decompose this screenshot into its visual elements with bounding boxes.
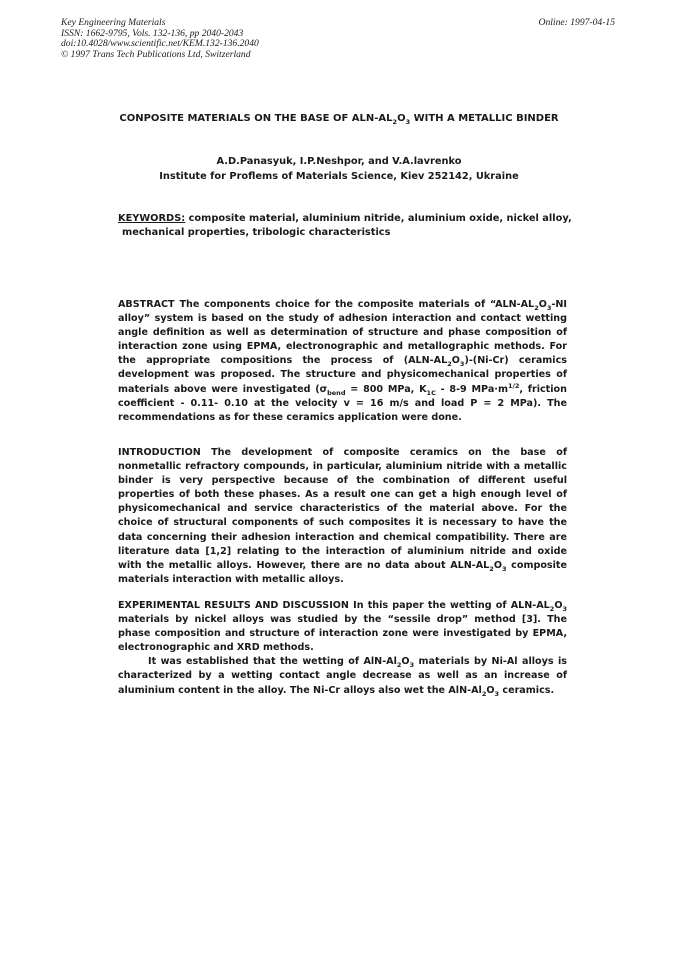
keywords-block <box>118 212 573 240</box>
journal-copyright: © 1997 Trans Tech Publications Ltd, Switzerland <box>61 48 251 60</box>
keywords-line-1: composite material, aluminium nitride, aluminium oxide, nickel alloy, <box>185 213 572 224</box>
paper-title: CONPOSITE MATERIALS ON THE BASE OF ALN-$AL_2O_3$ WITH A METALLIC BINDER <box>119 113 559 126</box>
experimental-paragraph-2: It was established that the wetting of AlN-$Al_2O_3$ materials by Ni-Al alloys is characterized by a wetting contact angle decrease as well as an increase of aluminium content in the alloy. The Ni-Cr alloys also wet the AlN-$Al_2O_3$ ceramics. <box>118 656 567 698</box>
introduction-section <box>118 446 567 587</box>
experimental-section <box>118 599 567 698</box>
introduction-paragraph: INTRODUCTION The development of composite ceramics on the base of nonmetallic refractory compounds, in particular, aluminium nitride with a metallic binder is very perspective because of the combination of different useful properties of both these phases. As a result one can get a high enough level of physicomechanical and service characteristics of the material above. For the choice of structural components of such composites it is necessary to have the data concerning their adhesion interaction and chemical compatibility. There are literature data [1,2] relating to the interaction of aluminium nitride and oxide with the metallic alloys. However, there are no data about ALN-$AL_2O_3$ composite materials interaction with metallic alloys. <box>118 447 567 585</box>
online-date: Online: 1997-04-15 <box>538 17 615 28</box>
journal-header <box>61 18 259 60</box>
journal-name: Key Engineering Materials <box>61 17 166 28</box>
experimental-paragraph-1: EXPERIMENTAL RESULTS AND DISCUSSION In this paper the wetting of ALN-$AL_2O_3$ materials by nickel alloys was studied by the “sessile drop” method [3]. The phase composition and structure of interaction zone were investigated by EPMA, electronographic and XRD methods. <box>118 600 567 654</box>
author-affiliation: Institute for Proflems of Materials Science, Kiev 252142, Ukraine <box>159 171 519 182</box>
journal-doi: doi:10.4028/www.scientific.net/KEM.132-136.2040 <box>61 38 259 50</box>
journal-issn: ISSN: 1662-9795, Vols. 132-136, pp 2040-2043 <box>61 27 244 39</box>
abstract-paragraph: ABSTRACT The components choice for the composite materials of “$ALN-AL_2O_3-NI$ alloy” system is based on the study of adhesion interaction and contact wetting angle definition as well as determination of structure and phase composition of interaction zone using EPMA, electronographic and metallographic methods. For the appropriate compositions the process of $(ALN-AL_2O_3)-(Ni-Cr)$ ceramics development was proposed. The structure and physicomechanical properties of materials above were investigated ($\sigma_{bend} = 800$ MPa, $K_{1C} - 8-9$ $MPa\cdot m^{1/2}$, friction coefficient - 0.11- 0.10 at the velocity v = 16 m/s and load P = 2 MPa). The recommendations as for these ceramics application were done. <box>118 299 567 423</box>
keywords-label: KEYWORDS: <box>118 213 186 224</box>
keywords-line-2: mechanical properties, tribologic characteristics <box>122 227 391 238</box>
author-names: A.D.Panasyuk, I.P.Neshpor, and V.A.lavrenko <box>216 156 462 167</box>
authors-block <box>0 154 678 184</box>
abstract-section <box>118 298 567 425</box>
